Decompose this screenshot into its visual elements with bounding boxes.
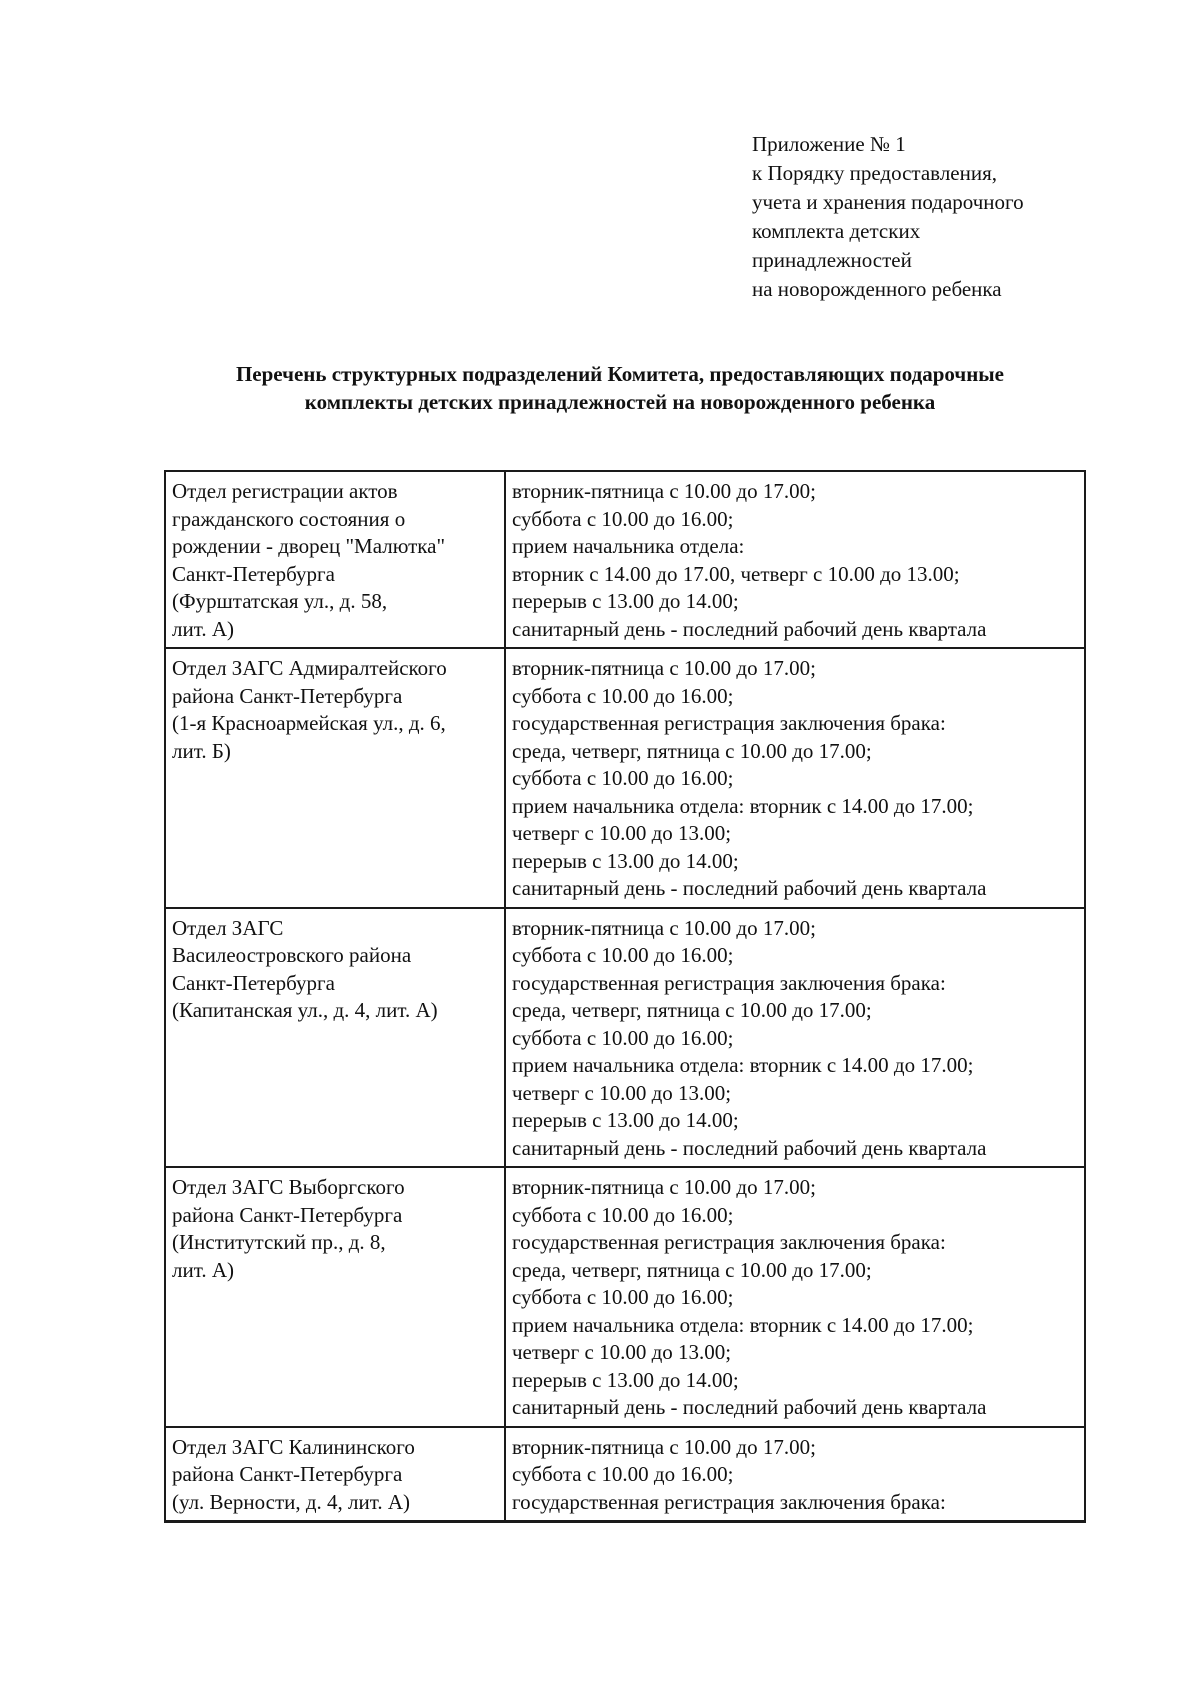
schedule-line: вторник-пятница с 10.00 до 17.00; <box>512 915 816 940</box>
office-name-line: Отдел ЗАГС Адмиралтейского <box>172 656 447 680</box>
schedule-line: вторник-пятница с 10.00 до 17.00; <box>512 656 816 680</box>
schedule-line: четверг с 10.00 до 13.00; <box>512 1340 732 1364</box>
office-name-line: Отдел ЗАГС Калининского <box>172 1434 415 1459</box>
office-name-line: (Капитанская ул., д. 4, лит. А) <box>172 998 438 1022</box>
document-title-line-2: комплекты детских принадлежностей на новорожденного ребенка <box>304 390 936 414</box>
appendix-line: принадлежностей <box>752 248 912 272</box>
office-name-line: района Санкт-Петербурга <box>172 1462 403 1486</box>
office-name-line: (Фурштатская ул., д. 58, <box>172 589 388 613</box>
schedule-line: среда, четверг, пятница с 10.00 до 17.00; <box>512 1257 872 1282</box>
schedule-cell <box>505 1427 1085 1522</box>
schedule-line: государственная регистрация заключения брака: <box>512 1230 946 1254</box>
document-title-line-1: Перечень структурных подразделений Комитета, предоставляющих подарочные <box>235 362 1005 386</box>
appendix-line: комплекта детских <box>752 219 921 243</box>
table-row <box>165 1427 1085 1522</box>
office-name-line: Отдел ЗАГС Выборгского <box>172 1175 405 1199</box>
schedule-line: вторник с 14.00 до 17.00, четверг с 10.00 до 13.00; <box>512 561 960 586</box>
document-title <box>140 360 1100 416</box>
schedule-cell <box>505 908 1085 1168</box>
schedule-line: санитарный день - последний рабочий день квартала <box>512 1395 987 1419</box>
office-name-cell <box>165 1167 505 1427</box>
office-name-line: (1-я Красноармейская ул., д. 6, <box>172 711 446 735</box>
schedule-line: вторник-пятница с 10.00 до 17.00; <box>512 1175 816 1199</box>
schedule-line: среда, четверг, пятница с 10.00 до 17.00; <box>512 738 872 763</box>
schedule-cell <box>505 1167 1085 1427</box>
schedule-line: государственная регистрация заключения брака: <box>512 711 946 735</box>
schedule-line: прием начальника отдела: <box>512 534 745 558</box>
office-name-line: лит. А) <box>172 1257 234 1282</box>
schedule-line: суббота с 10.00 до 16.00; <box>512 1462 734 1486</box>
schedule-line: перерыв с 13.00 до 14.00; <box>512 1367 739 1392</box>
office-name-cell <box>165 471 505 648</box>
schedule-line: суббота с 10.00 до 16.00; <box>512 766 734 790</box>
table-row <box>165 471 1085 648</box>
office-name-line: Отдел регистрации актов <box>172 479 398 503</box>
schedule-line: санитарный день - последний рабочий день квартала <box>512 616 987 641</box>
office-name-line: гражданского состояния о <box>172 506 406 531</box>
office-name-line: Санкт-Петербурга <box>172 561 335 586</box>
office-name-cell <box>165 908 505 1168</box>
office-name-line: лит. Б) <box>172 738 231 763</box>
schedule-line: вторник-пятница с 10.00 до 17.00; <box>512 479 816 503</box>
appendix-line: на новорожденного ребенка <box>752 277 1002 301</box>
schedule-line: вторник-пятница с 10.00 до 17.00; <box>512 1434 816 1459</box>
offices-table-body <box>165 471 1085 1522</box>
schedule-line: среда, четверг, пятница с 10.00 до 17.00; <box>512 998 872 1022</box>
schedule-line: суббота с 10.00 до 16.00; <box>512 506 734 531</box>
table-row <box>165 908 1085 1168</box>
schedule-cell <box>505 648 1085 908</box>
appendix-heading <box>752 130 1172 304</box>
schedule-line: перерыв с 13.00 до 14.00; <box>512 848 739 873</box>
schedule-line: государственная регистрация заключения брака: <box>512 970 946 995</box>
schedule-line: четверг с 10.00 до 13.00; <box>512 1080 732 1105</box>
schedule-line: четверг с 10.00 до 13.00; <box>512 821 732 845</box>
schedule-line: государственная регистрация заключения брака: <box>512 1489 946 1514</box>
schedule-line: суббота с 10.00 до 16.00; <box>512 1202 734 1227</box>
office-name-line: (ул. Верности, д. 4, лит. А) <box>172 1489 411 1514</box>
schedule-line: санитарный день - последний рабочий день квартала <box>512 1135 987 1160</box>
table-row <box>165 1167 1085 1427</box>
schedule-line: прием начальника отдела: вторник с 14.00 до 17.00; <box>512 1312 974 1337</box>
schedule-line: санитарный день - последний рабочий день квартала <box>512 876 987 900</box>
schedule-line: перерыв с 13.00 до 14.00; <box>512 1108 739 1132</box>
schedule-line: суббота с 10.00 до 16.00; <box>512 943 734 967</box>
office-name-line: Василеостровского района <box>172 943 412 967</box>
schedule-line: суббота с 10.00 до 16.00; <box>512 1025 734 1050</box>
office-name-line: (Институтский пр., д. 8, <box>172 1230 386 1254</box>
office-name-cell <box>165 648 505 908</box>
table-row <box>165 648 1085 908</box>
appendix-line: Приложение № 1 <box>752 132 906 156</box>
appendix-line: к Порядку предоставления, <box>752 161 998 185</box>
office-name-line: лит. А) <box>172 616 234 641</box>
office-name-line: Санкт-Петербурга <box>172 970 335 995</box>
schedule-cell <box>505 471 1085 648</box>
offices-table <box>164 470 1086 1523</box>
office-name-line: рождении - дворец "Малютка" <box>172 534 446 558</box>
schedule-line: суббота с 10.00 до 16.00; <box>512 1285 734 1309</box>
schedule-line: прием начальника отдела: вторник с 14.00 до 17.00; <box>512 793 974 818</box>
appendix-line: учета и хранения подарочного <box>752 190 1024 214</box>
schedule-line: суббота с 10.00 до 16.00; <box>512 683 734 708</box>
office-name-cell <box>165 1427 505 1522</box>
schedule-line: прием начальника отдела: вторник с 14.00 до 17.00; <box>512 1053 974 1077</box>
office-name-line: Отдел ЗАГС <box>172 915 284 940</box>
schedule-line: перерыв с 13.00 до 14.00; <box>512 589 739 613</box>
office-name-line: района Санкт-Петербурга <box>172 1202 403 1227</box>
office-name-line: района Санкт-Петербурга <box>172 683 403 708</box>
